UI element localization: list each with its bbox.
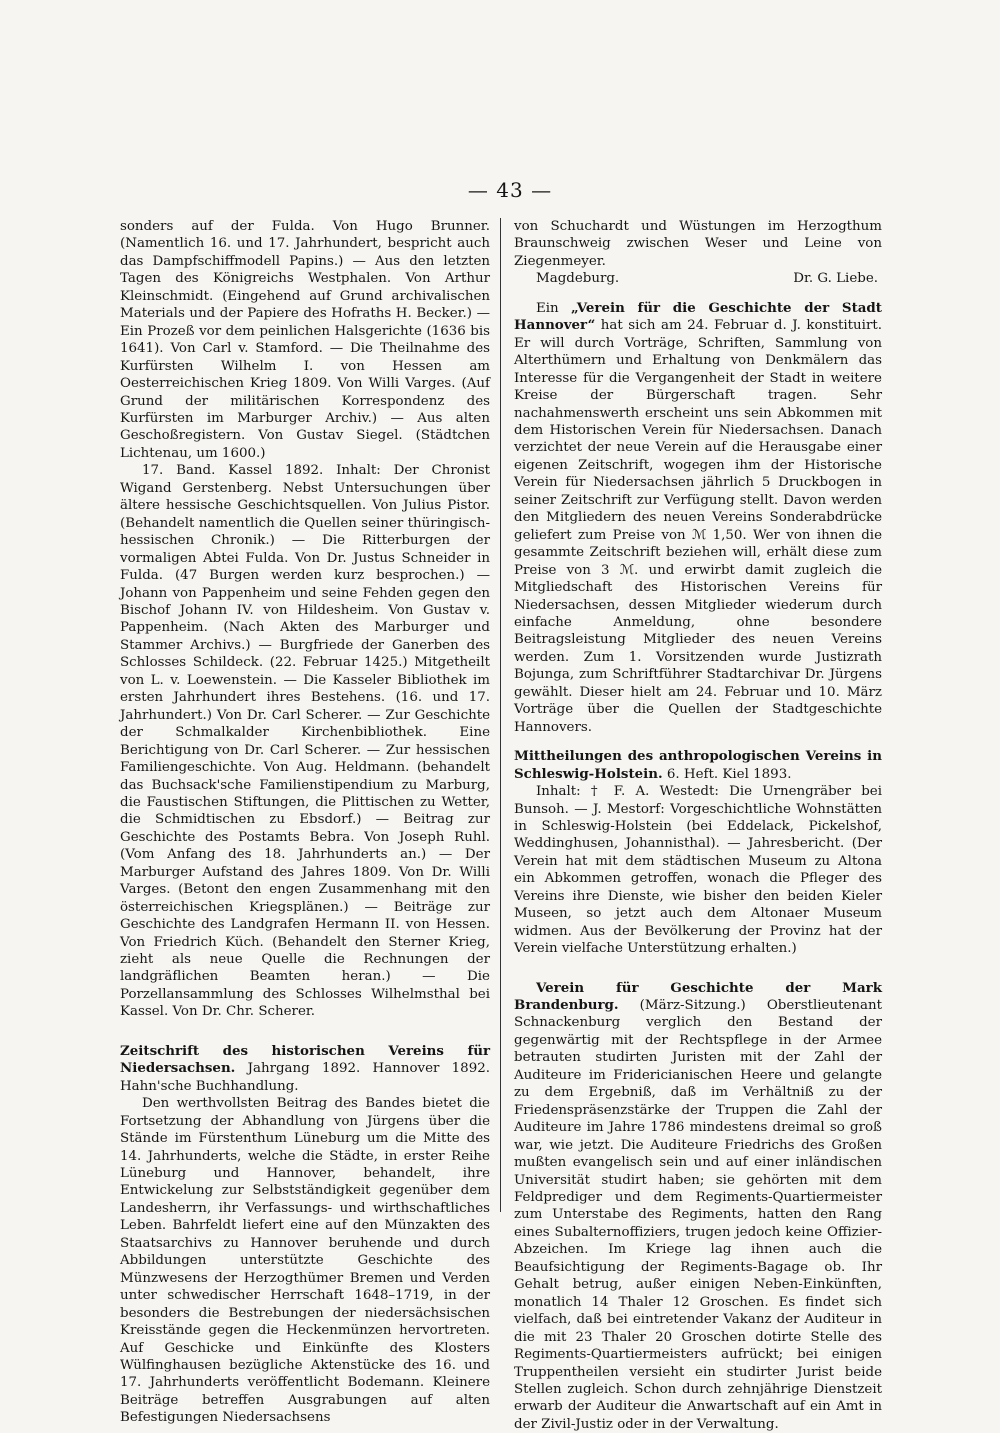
signature-name: Dr. G. Liebe. [793, 271, 878, 287]
right-paragraph-4-body: (März-Sitzung.) Oberstlieutenant Schnackenburg verglich den Bestand der gegenwärtig mit der Rechtspflege in der Armee betrauten studirten Juristen mit der Zahl der Auditeure im Fridericianischen Heere und gelangte zu dem Ergebniß, daß im Verhältniß zu der Friedenspräsenzstärke der Truppen die Zahl der Auditeure im Jahre 1786 mindestens dreimal so groß war, wie jetzt. Die Auditeure Friedrichs des Großen mußten evangelisch sein und auf einer inländischen Universität studirt haben; sie gehörten mit dem Feldprediger und dem Regiments-Quartiermeister zum Unterstabe des Regiments, hatten den Rang eines Subalternoffiziers, trugen jedoch keine Offizier-Abzeichen. Im Kriege lag ihnen auch die Beaufsichtigung der Regiments-Bagage ob. Ihr Gehalt betrug, außer einigen Neben-Einkünften, monatlich 14 Thaler 12 Groschen. Es findet sich vielfach, daß bei eintretender Vakanz der Auditeur in die mit 23 Thaler 20 Groschen dotirte Stelle des Regiments-Quartiermeisters aufrückt; bei einigen Truppentheilen versieht ein studirter Jurist beide Stellen zugleich. Schon durch zehnjährige Dienstzeit erwarb der Auditeur die Anwartschaft auf ein Amt in der Zivil-Justiz oder in der Verwaltung. [514, 998, 882, 1432]
left-column [120, 218, 490, 1427]
right-paragraph-2-body: hat sich am 24. Februar d. J. konstituirt. Er will durch Vorträge, Schriften, Sammlung von Alterthümern und Erhaltung von Denkmälern das Interesse für die Vergangenheit der Stadt in weitere Kreise der Bürgerschaft tragen. Sehr nachahmenswerth erscheint uns sein Abkommen mit dem Historischen Verein für Niedersachsen. Danach verzichtet der neue Verein auf die Herausgabe einer eigenen Zeitschrift, wogegen ihm der Historische Verein für Niedersachsen jährlich 5 Druckbogen in seiner Zeitschrift zur Verfügung stellt. Davon werden den Mitgliedern des neuen Vereins Sonderabdrücke geliefert zum Preise von ℳ 1,50. Wer von ihnen die gesammte Zeitschrift beziehen will, erhält diese zum Preise von 3 ℳ. und erwirbt damit zugleich die Mitgliedschaft des Historischen Vereins für Niedersachsen, dessen Mitglieder wiederum durch einfache Anmeldung, ohne besondere Beitragsleistung Mitglieder des neuen Vereins werden. Zum 1. Vorsitzenden wurde Justizrath Bojunga, zum Schriftführer Stadtarchivar Dr. Jürgens gewählt. Dieser hielt am 24. Februar und 10. März Vorträge über die Quellen der Stadtgeschichte Hannovers. [514, 318, 882, 735]
signature-place: Magdeburg. [536, 271, 620, 287]
page-number: — 43 — [467, 178, 553, 202]
right-paragraph-2 [514, 300, 882, 736]
right-paragraph-2-lead: Ein [536, 300, 571, 316]
left-section-heading: Zeitschrift des historischen Vereins für Niedersachsen. [120, 1042, 490, 1077]
right-section-heading: Mittheilungen des anthropologischen Vereins in Schleswig-Holstein. [514, 748, 882, 782]
right-section-heading-line [514, 748, 882, 783]
left-section-heading-line [120, 1043, 490, 1095]
column-divider [500, 218, 501, 1212]
right-paragraph-4 [514, 980, 882, 1433]
right-section-heading-rest: 6. Heft. Kiel 1893. [662, 766, 792, 782]
left-section-heading-rest: Jahrgang 1892. Hannover 1892. Hahn'sche Buchhandlung. [120, 1061, 490, 1094]
left-paragraph-1: sonders auf der Fulda. Von Hugo Brunner. (Namentlich 16. und 17. Jahrhundert, bespricht auch das Dampfschiffmodell Papins.) — Aus den letzten Tagen des Königreichs Westphalen. Von Arthur Kleinschmidt. (Eingehend auf Grund archivalischen Materials und der Papiere des Hofraths H. Becker.) — Ein Prozeß vor dem peinlichen Halsgerichte (1636 bis 1641). Von Carl v. Stamford. — Die Theilnahme des Kurfürsten Wilhelm I. von Hessen am Oesterreichischen Krieg 1809. Von Willi Varges. (Auf Grund der militärischen Korrespondenz des Kurfürsten im Marburger Archiv.) — Aus alten Geschoßregistern. Von Gustav Siegel. (Städtchen Lichtenau, um 1600.) [120, 219, 490, 461]
right-paragraph-4-heading: Verein für Geschichte der Mark Brandenburg. [514, 979, 882, 1014]
left-paragraph-2: 17. Band. Kassel 1892. Inhalt: Der Chronist Wigand Gerstenberg. Nebst Untersuchungen über ältere hessische Geschichtsquellen. Von Julius Pistor. (Behandelt namentlich die Quellen seiner thüringisch-hessischen Chronik.) — Die Ritterburgen der vormaligen Abtei Fulda. Von Dr. Justus Schneider in Fulda. (47 Burgen werden kurz besprochen.) — Johann von Pappenheim und seine Fehden gegen den Bischof Johann IV. von Hildesheim. Von Gustav v. Pappenheim. (Nach Akten des Marburger und Stammer Archivs.) — Burgfriede der Ganerben des Schlosses Schildeck. (22. Februar 1425.) Mitgetheilt von L. v. Loewenstein. — Die Kasseler Bibliothek im ersten Jahrhundert ihres Bestehens. (16. und 17. Jahrhundert.) Von Dr. Carl Scherer. — Zur Geschichte der Schmalkalder Kirchenbibliothek. Eine Berichtigung von Dr. Carl Scherer. — Zur hessischen Familiengeschichte. Von Aug. Heldmann. (behandelt das Buchsack'sche Familienstipendium zu Marburg, die Faustischen Stiftungen, die Plittischen zu Wetter, die Schmidtischen zu Ebsdorf.) — Beitrag zur Geschichte des Postamts Bebra. Von Joseph Ruhl. (Vom Anfang des 18. Jahrhunderts an.) — Der Marburger Aufstand des Jahres 1809. Von Dr. Willi Varges. (Betont den engen Zusammenhang mit den österreichischen Kriegsplänen.) — Beiträge zur Geschichte des Landgrafen Hermann II. von Hessen. Von Friedrich Küch. (Behandelt den Sterner Krieg, zieht als neue Quelle die Rechnungen der landgräflichen Beamten heran.) — Die Porzellansammlung des Schlosses Wilhelmsthal bei Kassel. Von Dr. Chr. Scherer. [120, 463, 490, 1020]
right-paragraph-3: Inhalt: † F. A. Westedt: Die Urnengräber bei Bunsoh. — J. Mestorf: Vorgeschichtliche Wohnstätten in Schleswig-Holstein (bei Eddelack, Pickelshof, Weddinghusen, Johannisthal). — Jahresbericht. (Der Verein hat mit dem städtischen Museum zu Altona ein Abkommen getroffen, wonach die Pfleger des Vereins ihre Dienste, wie bisher den beiden Kieler Museen, so jetzt auch dem Altonaer Museum widmen. Aus der Bevölkerung der Provinz hat der Verein vielfache Unterstützung erhalten.) [514, 784, 882, 957]
signature-line [514, 270, 882, 287]
right-paragraph-1: von Schuchardt und Wüstungen im Herzogthum Braunschweig zwischen Weser und Leine von Ziegenmeyer. [514, 219, 882, 269]
right-column [514, 218, 882, 1433]
left-paragraph-3: Den werthvollsten Beitrag des Bandes bietet die Fortsetzung der Abhandlung von Jürgens über die Stände im Fürstenthum Lüneburg um die Mitte des 14. Jahrhunderts, welche die Städte, in erster Reihe Lüneburg und Hannover, behandelt, ihre Entwickelung zur Selbstständigkeit gegenüber dem Landesherrn, ihr Verfassungs- und wirthschaftliches Leben. Bahrfeldt liefert eine auf den Münzakten des Staatsarchivs zu Hannover beruhende und durch Abbildungen unterstützte Geschichte des Münzwesens der Herzogthümer Bremen und Verden unter schwedischer Herrschaft 1648–1719, in der besonders die Bestrebungen der niedersächsischen Kreisstände gegen die Heckenmünzen hervortreten. Auf Geschicke und Einkünfte des Klosters Wülfinghausen bezügliche Aktenstücke des 16. und 17. Jahrhunderts veröffentlicht Bodemann. Kleinere Beiträge betreffen Ausgrabungen auf alten Befestigungen Niedersachsens [120, 1096, 490, 1426]
right-paragraph-2-heading: „Verein für die Geschichte der Stadt Hannover“ [514, 299, 882, 334]
